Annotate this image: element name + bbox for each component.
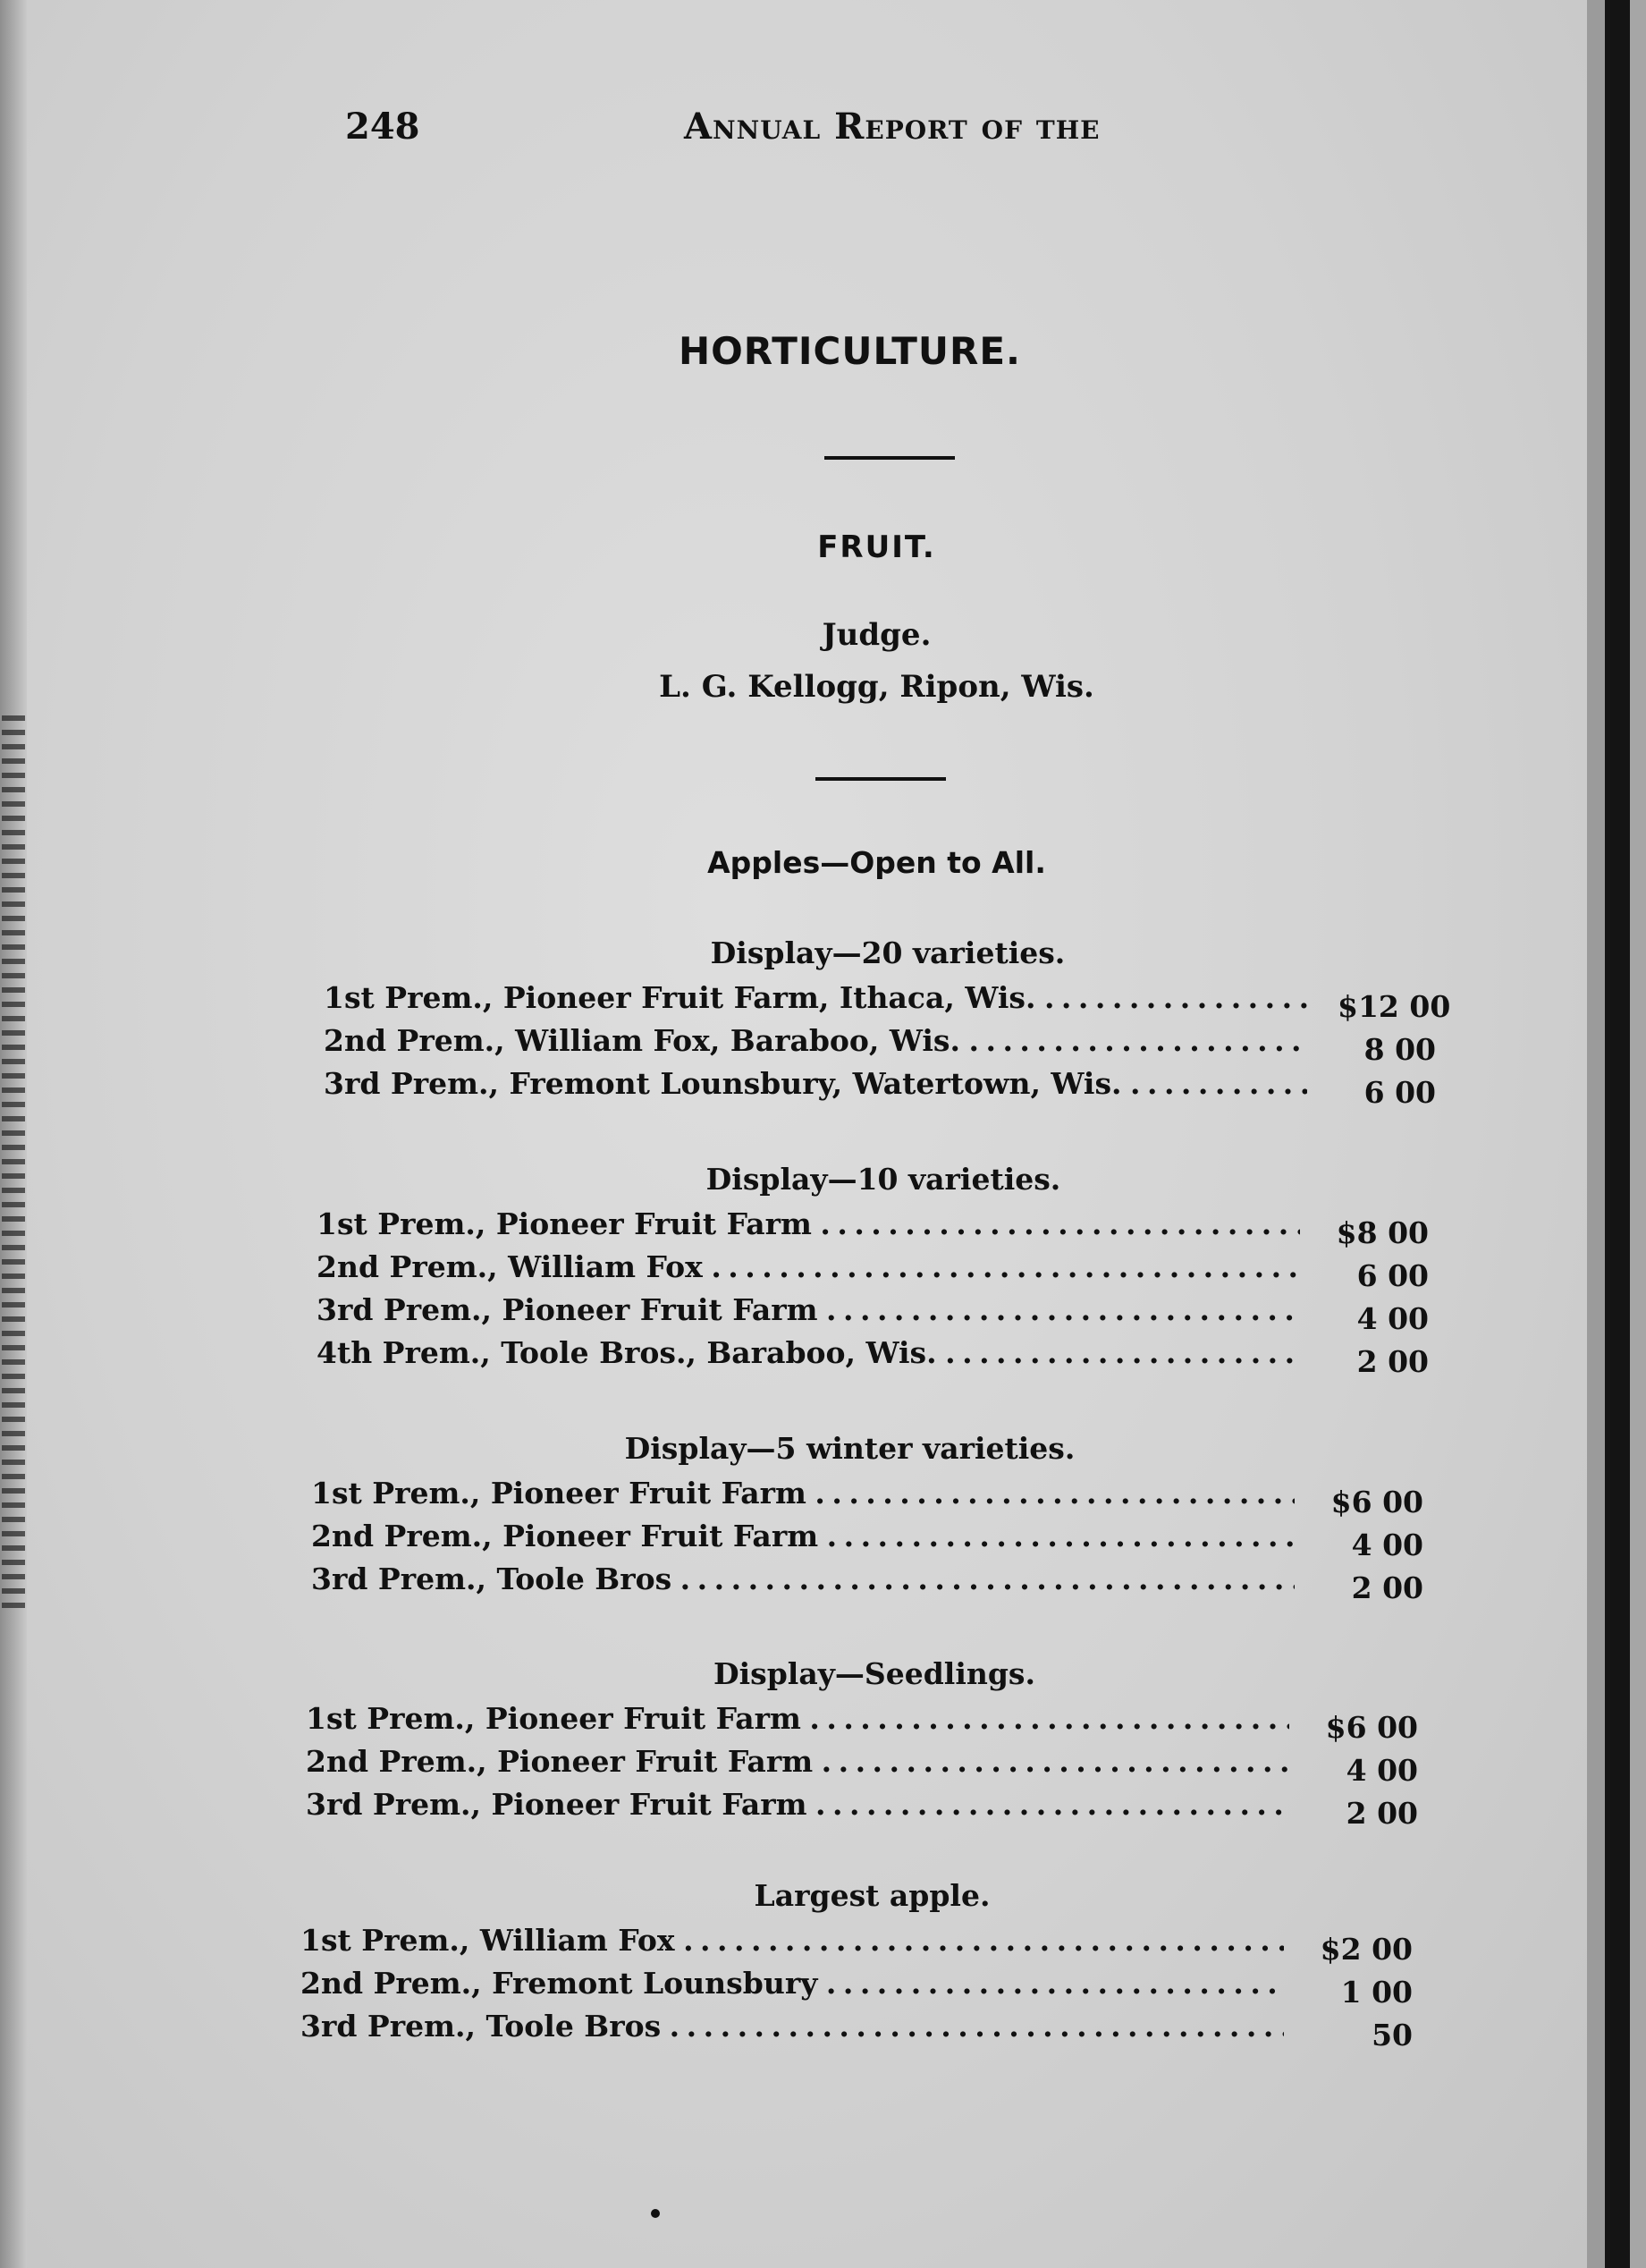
category-title: Apples—Open to All. (707, 845, 1046, 880)
running-head (0, 106, 1646, 159)
entry-amount: 1 00 (1340, 1975, 1413, 2010)
group-title: Largest apple. (754, 1878, 991, 1913)
premium-group (0, 1427, 1646, 1605)
entry-amount: $12 00 (1338, 989, 1451, 1024)
premium-entry (324, 1020, 1436, 1067)
page-number: 248 (345, 106, 420, 148)
premium-entry (317, 1332, 1429, 1379)
premium-group (0, 1874, 1646, 2052)
judge-label: Judge. (822, 617, 932, 653)
entry-amount: $2 00 (1320, 1932, 1413, 1967)
premium-entry (300, 2005, 1413, 2052)
entry-amount: 2 00 (1346, 1796, 1418, 1831)
divider-rule (824, 456, 955, 460)
entry-amount: 8 00 (1363, 1032, 1436, 1067)
premium-group (0, 1653, 1646, 1831)
entry-text: 3rd Prem., Fremont Lounsbury, Watertown, Wis. . . . (324, 1062, 1307, 1105)
entry-amount: 2 00 (1351, 1570, 1423, 1605)
premium-entry (324, 977, 1451, 1024)
running-title: Annual Report of the (684, 106, 1101, 148)
premium-entry (317, 1203, 1429, 1250)
premium-entry (317, 1246, 1429, 1293)
entry-text: 2nd Prem., Pioneer Fruit Farm . . . (306, 1740, 1289, 1783)
entry-text: 3rd Prem., Pioneer Fruit Farm . . . (306, 1783, 1289, 1826)
subsection-title: FRUIT. (817, 529, 936, 565)
entry-text: 2nd Prem., Fremont Lounsbury . . . (300, 1962, 1284, 2005)
entry-amount: $6 00 (1330, 1485, 1423, 1519)
entry-amount: $8 00 (1336, 1215, 1429, 1250)
entry-text: 1st Prem., Pioneer Fruit Farm . . . (311, 1472, 1295, 1515)
entry-text: 4th Prem., Toole Bros., Baraboo, Wis. . . . (317, 1332, 1300, 1375)
entry-amount: 6 00 (1363, 1075, 1436, 1110)
entry-text: 2nd Prem., William Fox, Baraboo, Wis. . . . (324, 1020, 1307, 1062)
entry-text: 3rd Prem., Toole Bros . . . (300, 2005, 1284, 2048)
entry-text: 2nd Prem., William Fox . . . (317, 1246, 1300, 1289)
group-title: Display—20 varieties. (710, 935, 1066, 970)
entry-amount: 50 (1372, 2018, 1413, 2052)
group-title: Display—5 winter varieties. (624, 1431, 1076, 1466)
entry-amount: 4 00 (1351, 1528, 1423, 1562)
premium-entry (306, 1697, 1418, 1745)
premium-entry (300, 1919, 1413, 1967)
premium-group (0, 1158, 1646, 1379)
judge-name: L. G. Kellogg, Ripon, Wis. (659, 669, 1094, 705)
entry-text: 1st Prem., Pioneer Fruit Farm, Ithaca, Wis. . . . (324, 977, 1307, 1020)
premium-entry (300, 1962, 1413, 2010)
entry-text: 1st Prem., Pioneer Fruit Farm . . . (317, 1203, 1300, 1246)
entry-text: 1st Prem., Pioneer Fruit Farm . . . (306, 1697, 1289, 1740)
entry-text: 2nd Prem., Pioneer Fruit Farm . . . (311, 1515, 1295, 1558)
premium-entry (324, 1062, 1436, 1110)
entry-amount: 2 00 (1356, 1344, 1429, 1379)
entry-amount: 4 00 (1346, 1753, 1418, 1788)
ink-speck (651, 2209, 660, 2218)
entry-text: 1st Prem., William Fox . . . (300, 1919, 1284, 1962)
premium-entry (311, 1472, 1423, 1519)
group-title: Display—10 varieties. (705, 1162, 1061, 1197)
section-title: HORTICULTURE. (678, 329, 1022, 373)
entry-text: 3rd Prem., Toole Bros . . . (311, 1558, 1295, 1601)
entry-amount: $6 00 (1325, 1710, 1418, 1745)
group-title: Display—Seedlings. (713, 1656, 1035, 1691)
premium-entry (317, 1289, 1429, 1336)
entry-text: 3rd Prem., Pioneer Fruit Farm . . . (317, 1289, 1300, 1332)
premium-entry (311, 1558, 1423, 1605)
entry-amount: 4 00 (1356, 1301, 1429, 1336)
premium-entry (311, 1515, 1423, 1562)
divider-rule (815, 777, 946, 781)
premium-entry (306, 1783, 1418, 1831)
entry-amount: 6 00 (1356, 1258, 1429, 1293)
premium-entry (306, 1740, 1418, 1788)
premium-group (0, 932, 1646, 1110)
